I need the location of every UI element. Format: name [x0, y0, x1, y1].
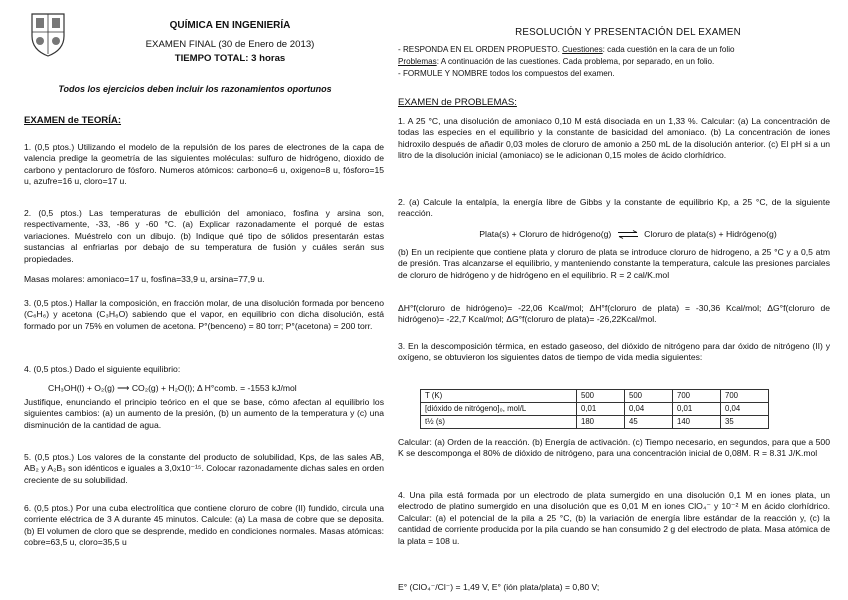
problem-2-reaction: Plata(s) + Cloruro de hidrógeno(g) Cloruro de plata(s) + Hidrógeno(g) [479, 229, 777, 239]
problems-heading: EXAMEN de PROBLEMAS: [398, 97, 517, 108]
theory-question-4: 4. (0,5 ptos.) Dado el siguiente equilibrio: [24, 364, 181, 374]
instruction-line-3: - FORMULE Y NOMBRE todos los compuestos del examen. [398, 69, 615, 78]
table-row: t½ (s) 180 45 140 35 [421, 416, 769, 429]
theory-question-1: 1. (0,5 ptos.) Utilizando el modelo de la repulsión de los pares de electrones de la capa de valencia predige la geometría de las siguientes moléculas: sulfuro de hidrógeno, dioxido de carbono y pentacloruro de fósforo. Numeros atómicos: carbono=6 u, oxigeno=8 u, fósforo=15 u, azufre=16 u, cloro=17 u. [24, 142, 384, 187]
theory-question-5: 5. (0,5 ptos.) Los valores de la constante del producto de solubilidad, Kps, de las sales AB, AB₂ y A₂B₃ son idénticos e iguales a 3,0x10⁻¹⁵. Colocar razonadamente dichas sales en orden creciente de su solubilidad. [24, 452, 384, 485]
theory-question-2: 2. (0,5 ptos.) Las temperaturas de ebullición del amoniaco, fosfina y arsina son, respectivamente, -33, -86 y -60 °C. (a) Explicar razonadamente el porqué de estas variaciones. Muéstrelo con un dibujo. (b) Indique qué tipo de sólidos presentarán estas sustancias al enfriarlas por debajo de su temperatura de fusión y cuáles serán sus propiedades. [24, 208, 384, 264]
problem-2-data: ΔH°f(cloruro de hidrógeno)= -22,06 Kcal/mol; ΔH°f(cloruro de plata) = -30,36 Kcal/mol; ΔG°f(cloruro de hidrógeno)= -22,7 Kcal/mol; ΔG°f(cloruro de plata)= -26,22Kcal/mol. [398, 303, 830, 325]
right-column [398, 0, 836, 600]
instruction-line-2: Problemas: A continuación de las cuestiones. Cada problema, por separado, en un folio. [398, 57, 715, 66]
exam-date: EXAMEN FINAL (30 de Enero de 2013) [145, 39, 315, 50]
problem-2-part-b: (b) En un recipiente que contiene plata y cloruro de plata se introduce cloruro de hidrogeno, a 25 °C y a 0,5 atm de presión. Tras alcanzarse el equilibrio, y manteniendo constante la temperatura, calcule las presiones parciales de cloruro de hidrógeno y de hidrógeno en el equilibrio. R = 2 cal/K.mol [398, 247, 830, 280]
theory-question-6: 6. (0,5 ptos.) Por una cuba electrolítica que contiene cloruro de cobre (II) fundido, circula una corriente eléctrica de 3 A durante 45 minutos. Calcule: (a) La masa de cobre que se deposita. (b) El volumen de cloro que se desprende, medido en condiciones normales. Masas atómicas: cobre=63,5 u, cloro=35,5 u [24, 503, 384, 548]
presentation-title: RESOLUCIÓN Y PRESENTACIÓN DEL EXAMEN [515, 27, 741, 38]
equilibrium-arrow-icon [617, 230, 639, 239]
problem-3-questions: Calcular: (a) Orden de la reacción. (b) Energía de activación. (c) Tiempo necesario, en segundos, para que a 500 K se descomponga el 80% de dióxido de nitrógeno, para una concentración inicial de 0,08M. R = 8.31 J/K.mol [398, 437, 830, 459]
problem-1: 1. A 25 °C, una disolución de amoniaco 0,10 M está disociada en un 1,33 %. Calcular: (a) La concentración de todas las especies en el equilibrio y la constante de basicidad del amoniaco. (b) La concentración de iones hidroxilo después de añadir 0,03 moles de cloruro de amonio a 250 mL de la disolución anterior. (c) El pH si a un litro de la disolución inicial (amoniaco) se le adicionan 0,15 moles de ácido clorhídrico. [398, 116, 830, 161]
problem-4-potentials: E° (ClO₄⁻/Cl⁻) = 1,49 V, E° (ión plata/plata) = 0,80 V; [398, 582, 600, 592]
theory-question-2-masses: Masas molares: amoniaco=17 u, fosfina=33,9 u, arsina=77,9 u. [24, 274, 265, 284]
problem-2: 2. (a) Calcule la entalpía, la energía libre de Gibbs y la constante de equilibrio Kp, a 25 °C, de la siguiente reacción. [398, 197, 830, 219]
theory-question-4-equation: CH₃OH(l) + O₂(g) ⟶ CO₂(g) + H₂O(l); Δ H°comb. = -1553 kJ/mol [48, 383, 297, 393]
theory-heading: EXAMEN de TEORÍA: [24, 115, 122, 126]
theory-question-3: 3. (0,5 ptos.) Hallar la composición, en fracción molar, de una disolución formada por benceno (C₆H₆) y acetona (C₃H₆O) sabiendo que el vapor, en equilibrio con dicha disolución, está formado por un 75% en volumen de acetona. P°(benceno) = 80 torr; P°(acetona) = 200 torr. [24, 298, 384, 331]
table-row: [dióxido de nitrógeno]₀, mol/L 0,01 0,04 0,01 0,04 [421, 403, 769, 416]
university-seal-icon [28, 10, 68, 58]
instructions-note: Todos los ejercicios deben incluir los razonamientos oportunos [58, 84, 332, 94]
problem-3: 3. En la descomposición térmica, en estado gaseoso, del dióxido de nitrógeno para dar óxido de nitrógeno (II) y oxígeno, se obtuvieron los siguientes datos de tiempo de vida media siguientes: [398, 341, 830, 363]
table-row: T (K) 500 500 700 700 [421, 390, 769, 403]
exam-time: TIEMPO TOTAL: 3 horas [174, 53, 286, 64]
half-life-table [420, 389, 769, 429]
course-title: QUÍMICA EN INGENIERÍA [169, 20, 291, 31]
theory-question-4-text: Justifique, enunciando el principio teórico en el que se base, cómo afectan al equilibrio los siguientes cambios: (a) un aumento de la presión, (b) un aumento de la temperatura y (c) una disminución de la cantidad de agua. [24, 397, 384, 430]
problem-4: 4. Una pila está formada por un electrodo de plata sumergido en una disolución 0,1 M en iones plata, un electrodo de platino sumergido en una disolución que es 0,01 M en iones ClO₄⁻ y 10⁻² M en ácido clorhídrico. Calcular: (a) el potencial de la pila a 25 °C, (b) la variación de energía libre estándar de la reacción y, (c) la cantidad de corriente producida por la pila cuando se han consumido 2 g del electrodo de plata. Masa atómica de la plata = 108 u. [398, 490, 830, 546]
left-column [0, 0, 390, 600]
instruction-line-1: - RESPONDA EN EL ORDEN PROPUESTO. Cuestiones: cada cuestión en la cara de un folio [398, 45, 735, 54]
